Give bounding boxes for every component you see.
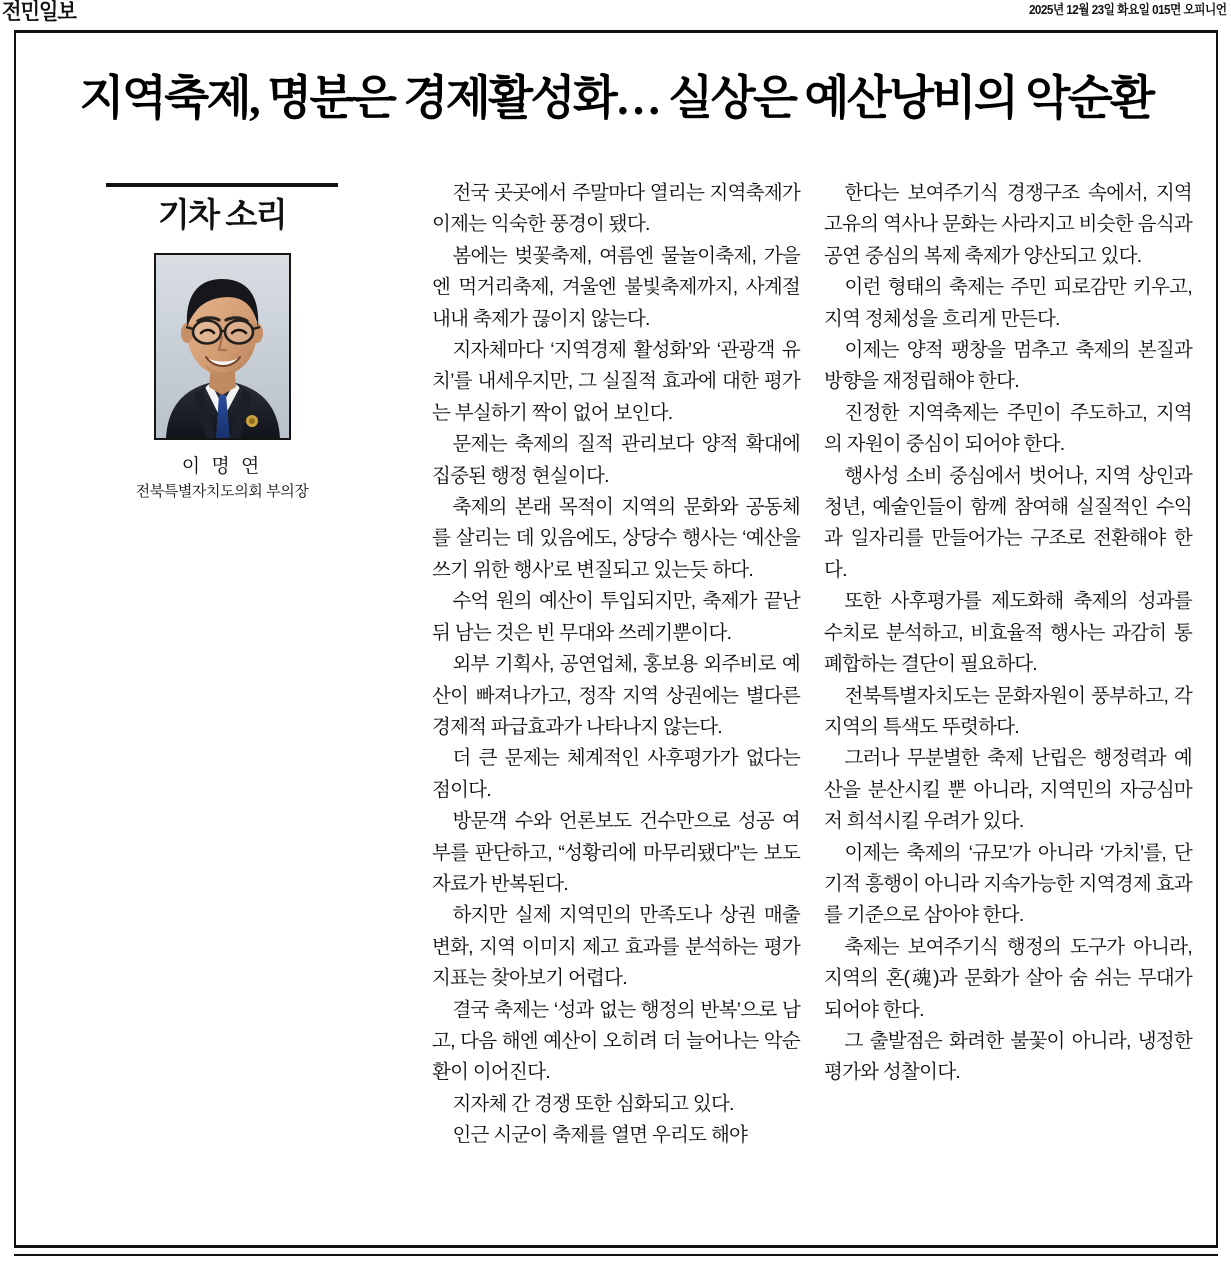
body-paragraph: 축제의 본래 목적이 지역의 문화와 공동체를 살리는 데 있음에도, 상당수 행사는 ‘예산을 쓰기 위한 행사’로 변질되고 있는듯 하다. <box>432 496 800 581</box>
body-paragraph: 방문객 수와 언론보도 건수만으로 성공 여부를 판단하고, “성황리에 마무리됐다”는 보도자료가 반복된다. <box>432 810 800 895</box>
body-paragraph: 전북특별자치도는 문화자원이 풍부하고, 각 지역의 특색도 뚜렷하다. <box>824 684 1192 738</box>
body-paragraph: 이런 형태의 축제는 주민 피로감만 키우고, 지역 정체성을 흐리게 만든다. <box>824 276 1192 330</box>
body-paragraph: 지자체마다 ‘지역경제 활성화’와 ‘관광객 유치’를 내세우지만, 그 실질적 효과에 대한 평가는 부실하기 짝이 없어 보인다. <box>432 339 800 424</box>
rail-divider <box>106 183 338 187</box>
body-paragraph: 수억 원의 예산이 투입되지만, 축제가 끝난 뒤 남는 것은 빈 무대와 쓰레기뿐이다. <box>432 590 800 644</box>
body-paragraph: 결국 축제는 ‘성과 없는 행정의 반복’으로 남고, 다음 해엔 예산이 오히려 더 늘어나는 악순환이 이어진다. <box>432 998 800 1084</box>
body-paragraph: 축제는 보여주기식 행정의 도구가 아니라, 지역의 혼(魂)과 문화가 살아 숨 쉬는 무대가 되어야 한다. <box>824 935 1192 1021</box>
body-paragraph: 그 출발점은 화려한 불꽃이 아니라, 냉정한 평가와 성찰이다. <box>824 1029 1192 1084</box>
column-byline-rail <box>36 183 408 503</box>
author-role: 전북특별자치도의회 부의장 <box>135 483 309 500</box>
bottom-rule <box>14 1254 1218 1256</box>
article-headline: 지역축제, 명분은 경제활성화… 실상은 예산낭비의 악순환 <box>79 73 1153 125</box>
newspaper-title: 전민일보 <box>2 0 76 24</box>
body-paragraph: 봄에는 벚꽃축제, 여름엔 물놀이축제, 가을엔 먹거리축제, 겨울엔 불빛축제까지, 사계절 내내 축제가 끊이지 않는다. <box>432 244 800 330</box>
column-divider <box>812 178 813 1242</box>
body-paragraph: 하지만 실제 지역민의 만족도나 상권 매출 변화, 지역 이미지 제고 효과를 분석하는 평가지표는 찾아보기 어렵다. <box>432 904 800 990</box>
body-column-1 <box>432 178 800 1152</box>
body-paragraph: 또한 사후평가를 제도화해 축제의 성과를 수치로 분석하고, 비효율적 행사는 과감히 통폐합하는 결단이 필요하다. <box>824 590 1192 676</box>
body-paragraph: 행사성 소비 중심에서 벗어나, 지역 상인과 청년, 예술인들이 함께 참여해 실질적인 수익과 일자리를 만들어가는 구조로 전환해야 한다. <box>824 464 1192 581</box>
body-paragraph: 그러나 무분별한 축제 난립은 행정력과 예산을 분산시킬 뿐 아니라, 지역민의 자긍심마저 희석시킬 우려가 있다. <box>824 747 1192 833</box>
body-paragraph: 더 큰 문제는 체계적인 사후평가가 없다는 점이다. <box>432 747 800 801</box>
column-series-title: 기차 소리 <box>157 198 287 234</box>
body-paragraph: 이제는 축제의 ‘규모’가 아니라 ‘가치’를, 단기적 흥행이 아니라 지속가능한 지역경제 효과를 기준으로 삼아야 한다. <box>824 841 1192 927</box>
body-paragraph: 한다는 보여주기식 경쟁구조 속에서, 지역 고유의 역사나 문화는 사라지고 비슷한 음식과 공연 중심의 복제 축제가 양산되고 있다. <box>824 182 1192 267</box>
body-paragraph: 인근 시군이 축제를 열면 우리도 해야 <box>452 1124 748 1147</box>
body-paragraph: 이제는 양적 팽창을 멈추고 축제의 본질과 방향을 재정립해야 한다. <box>824 339 1192 393</box>
body-column-2 <box>824 178 1192 1089</box>
author-name: 이 명 연 <box>181 456 263 477</box>
body-paragraph: 외부 기획사, 공연업체, 홍보용 외주비로 예산이 빠져나가고, 정작 지역 상권에는 별다른 경제적 파급효과가 나타나지 않는다. <box>432 653 800 738</box>
body-paragraph: 진정한 지역축제는 주민이 주도하고, 지역의 자원이 중심이 되어야 한다. <box>824 401 1192 456</box>
body-paragraph: 문제는 축제의 질적 관리보다 양적 확대에 집중된 행정 현실이다. <box>432 433 800 487</box>
body-paragraph: 지자체 간 경쟁 또한 심화되고 있다. <box>452 1092 734 1115</box>
masthead <box>0 0 1231 30</box>
issue-dateline: 2025년 12월 23일 화요일 015면 오피니언 <box>1029 2 1227 17</box>
author-photo <box>154 253 291 440</box>
body-paragraph: 전국 곳곳에서 주말마다 열리는 지역축제가 이제는 익숙한 풍경이 됐다. <box>432 182 800 236</box>
